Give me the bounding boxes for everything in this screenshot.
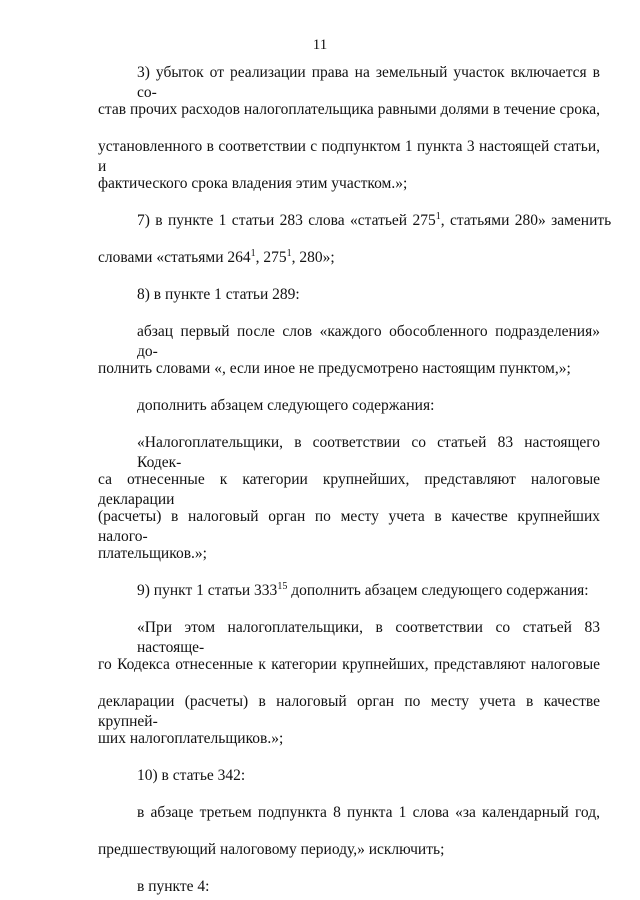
text-fragment: в пункте 1 статьи 283 слова «статьей 275: [155, 212, 436, 229]
text-fragment: , 280»;: [291, 249, 335, 266]
text-line: «Налогоплательщики, в соответствии со статьей 83 настоящего Кодек-: [137, 434, 600, 471]
text-line: (расчеты) в налоговый орган по месту учета в качестве крупнейших налого-: [98, 508, 600, 545]
text-fragment: , 275: [255, 249, 287, 266]
text-line: [137, 211, 612, 231]
text-line: фактического срока владения этим участком.»;: [98, 175, 408, 192]
text-line: са отнесенные к категории крупнейших, представляют налоговые декларации: [98, 471, 600, 508]
superscript: 15: [277, 581, 288, 592]
text-line: плательщиков.»;: [98, 545, 207, 562]
text-line: предшествующий налоговому периоду,» исключить;: [98, 841, 445, 858]
page-number: 11: [312, 37, 328, 53]
text-line: го Кодекса отнесенные к категории крупнейших, представляют налоговые: [98, 656, 600, 673]
text-line: 3) убыток от реализации права на земельный участок включается в со-: [137, 64, 600, 101]
text-line: ших налогоплательщиков.»;: [98, 730, 284, 747]
text-line: [98, 248, 600, 268]
text-fragment: , статьями 280» заменить: [440, 212, 612, 229]
text-fragment: 9) пункт 1 статьи 333: [137, 582, 278, 599]
list-marker: 7): [137, 212, 150, 229]
text-line: в пункте 4:: [137, 878, 210, 895]
text-line: 8) в пункте 1 статьи 289:: [137, 286, 300, 303]
text-line: абзац первый после слов «каждого обособленного подразделения» до-: [137, 323, 600, 360]
text-fragment: словами «статьями 264: [98, 249, 251, 266]
text-line: [137, 581, 600, 601]
text-line: «При этом налогоплательщики, в соответствии со статьей 83 настояще-: [137, 619, 600, 656]
text-line: 10) в статье 342:: [137, 767, 246, 784]
superscript: 1: [250, 248, 256, 259]
text-fragment: дополнить абзацем следующего содержания:: [287, 582, 589, 599]
text-line: декларации (расчеты) в налоговый орган по месту учета в качестве крупней-: [98, 693, 600, 730]
superscript: 1: [286, 248, 292, 259]
text-line: полнить словами «, если иное не предусмотрено настоящим пунктом,»;: [98, 360, 571, 377]
text-line: в абзаце третьем подпункта 8 пункта 1 слова «за календарный год,: [137, 804, 600, 821]
text-line: став прочих расходов налогоплательщика равными долями в течение срока,: [98, 101, 600, 118]
text-line: установленного в соответствии с подпунктом 1 пункта 3 настоящей статьи, и: [98, 138, 600, 175]
superscript: 1: [435, 211, 441, 222]
text-line: дополнить абзацем следующего содержания:: [137, 397, 435, 414]
